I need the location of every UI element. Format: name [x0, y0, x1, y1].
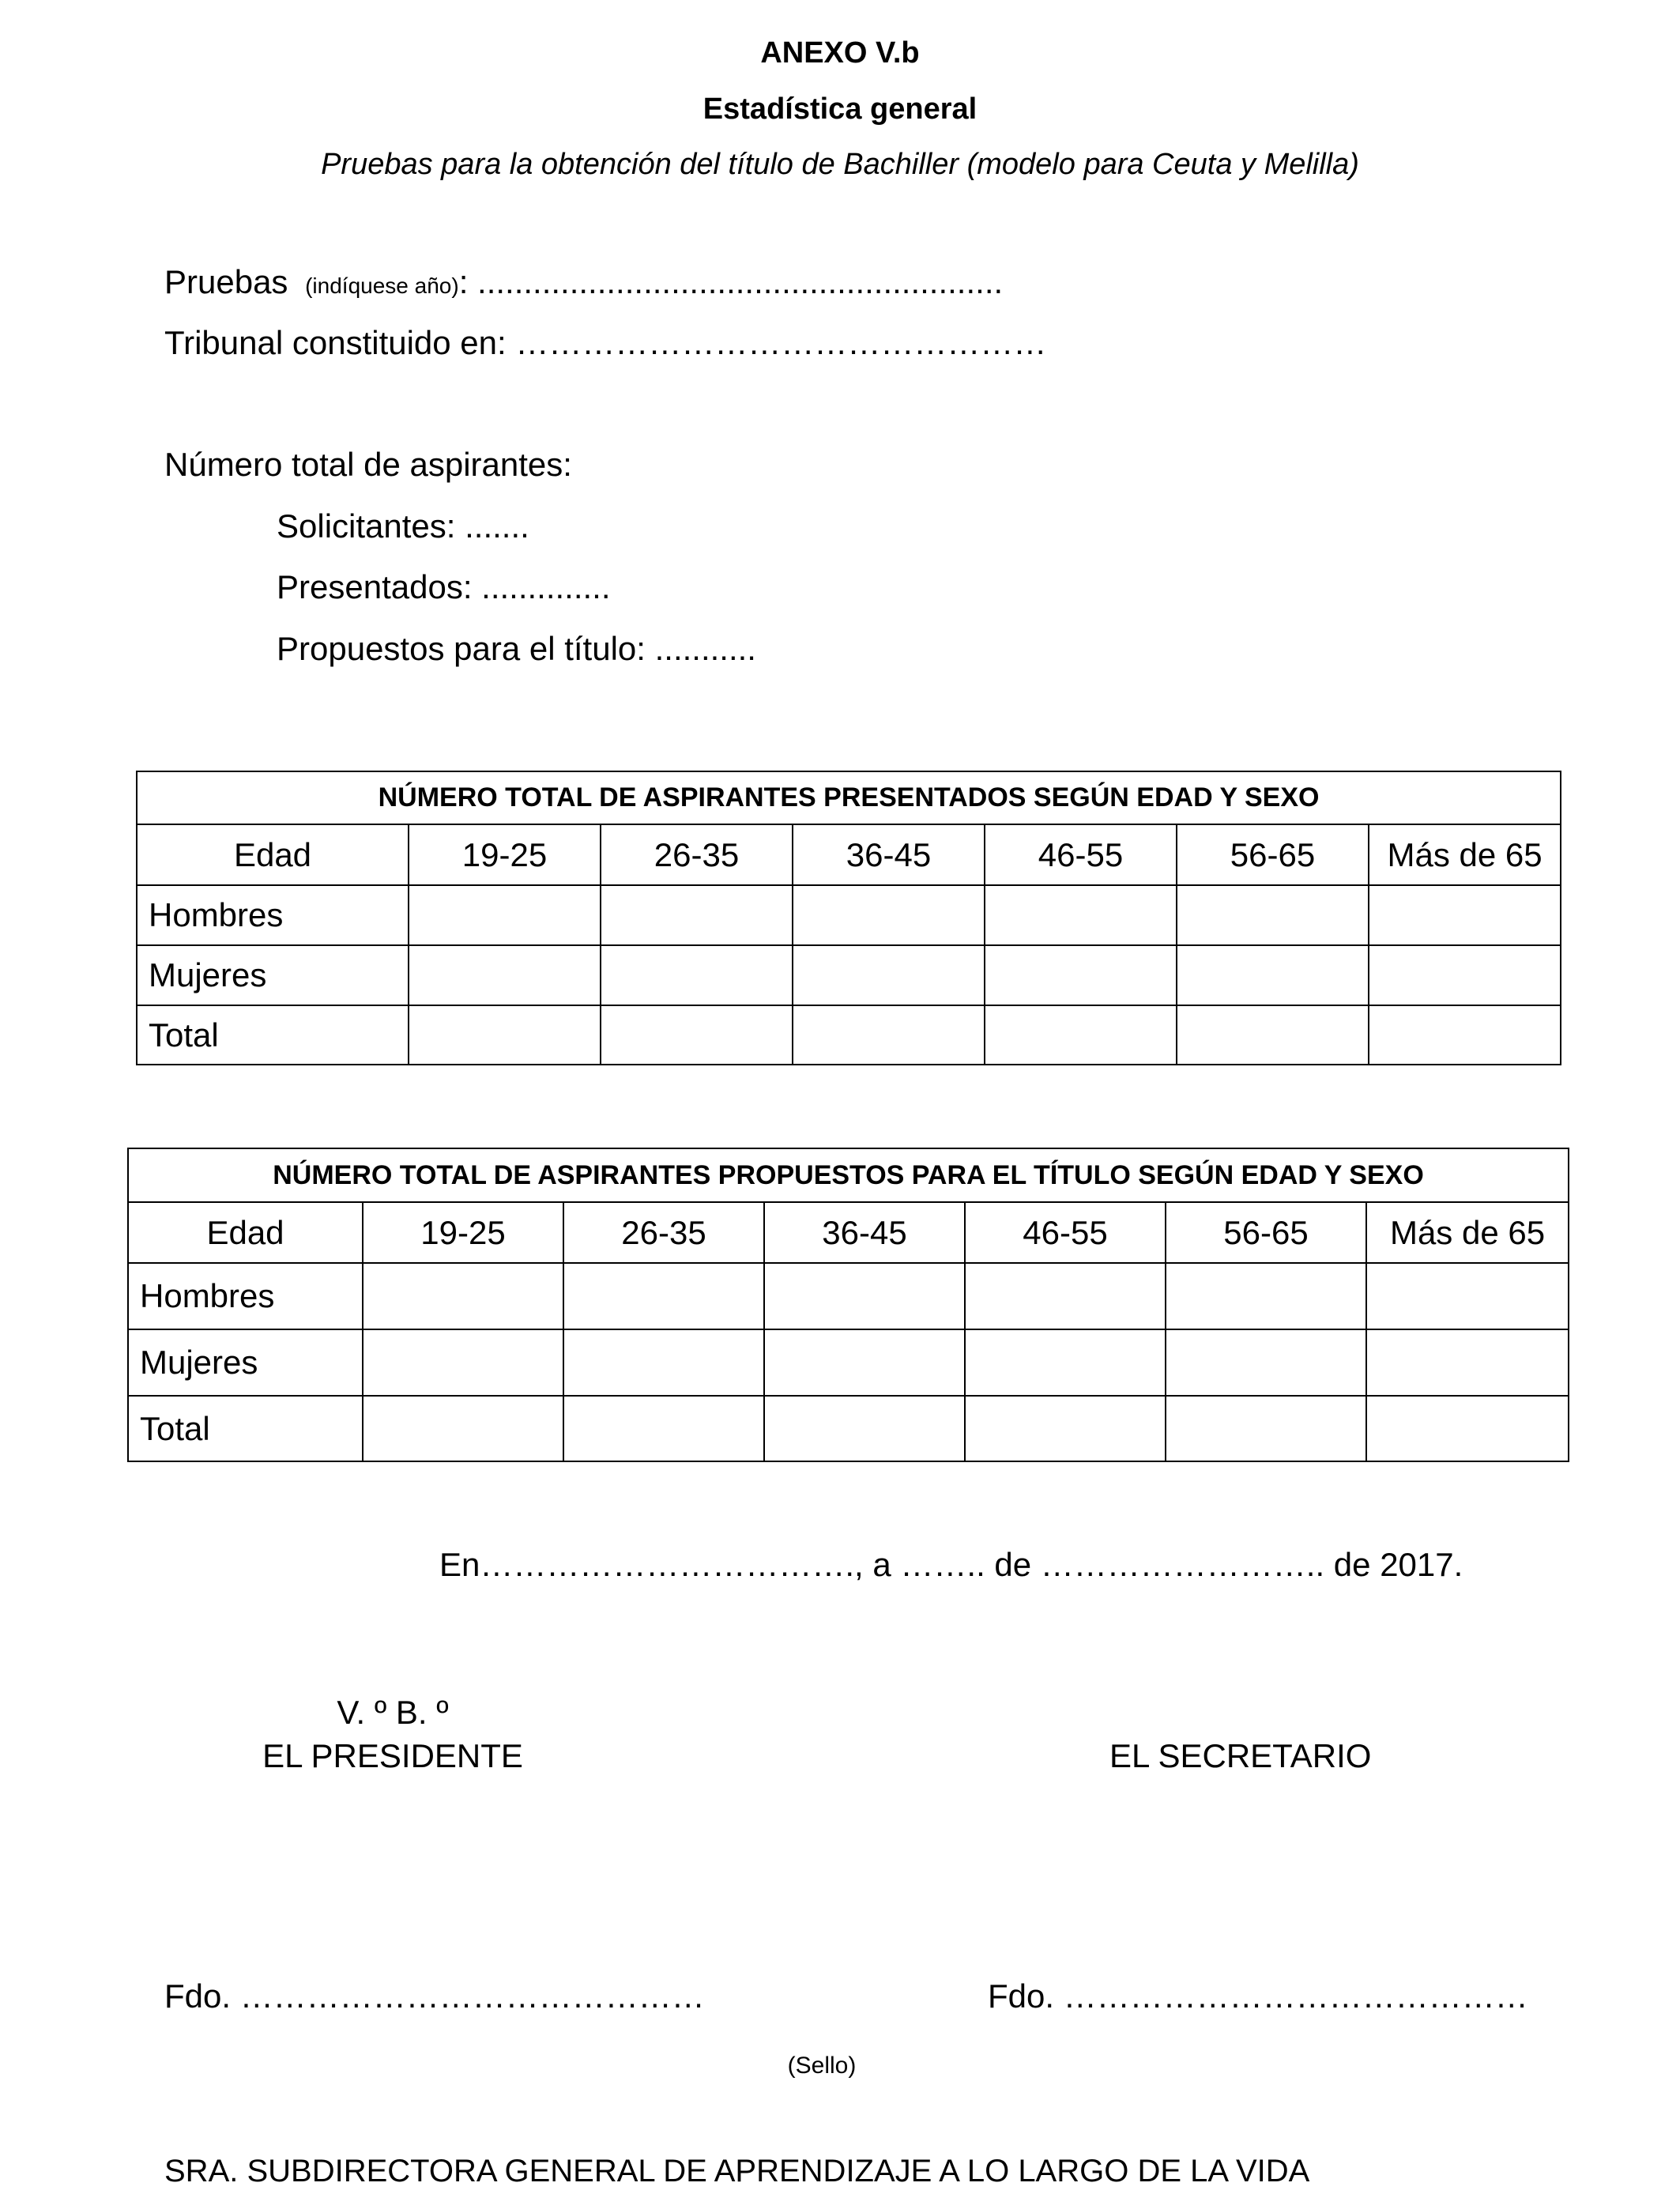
presented-table [136, 771, 1561, 1065]
vobo-label: V. º B. º [337, 1694, 449, 1731]
data-cell[interactable] [1366, 1263, 1569, 1329]
propuestos-field: Propuestos para el título: ........... [277, 630, 756, 667]
data-cell[interactable] [1366, 1396, 1569, 1461]
tribunal-field: Tribunal constituido en: ………………………………………… [164, 324, 1047, 361]
data-cell[interactable] [793, 885, 985, 945]
table-row [128, 1329, 1569, 1396]
data-cell[interactable] [1166, 1329, 1366, 1396]
data-cell[interactable] [563, 1329, 764, 1396]
data-cell[interactable] [793, 1005, 985, 1065]
proposed-table [127, 1148, 1569, 1462]
header-cell: 19-25 [363, 1202, 563, 1263]
data-cell[interactable] [563, 1263, 764, 1329]
pruebas-field [164, 263, 1003, 301]
header-cell: 56-65 [1166, 1202, 1366, 1263]
data-cell[interactable] [409, 1005, 601, 1065]
data-cell[interactable] [1366, 1329, 1569, 1396]
data-cell[interactable] [1177, 885, 1369, 945]
table-caption: NÚMERO TOTAL DE ASPIRANTES PRESENTADOS SEGÚN EDAD Y SEXO [137, 771, 1561, 824]
header-cell: 26-35 [563, 1202, 764, 1263]
table-row [137, 1005, 1561, 1065]
data-cell[interactable] [1369, 1005, 1561, 1065]
signature-right: Fdo. …………………………………… [988, 1977, 1528, 2015]
table-caption: NÚMERO TOTAL DE ASPIRANTES PROPUESTOS PARA EL TÍTULO SEGÚN EDAD Y SEXO [128, 1148, 1569, 1202]
data-cell[interactable] [1177, 945, 1369, 1005]
data-cell[interactable] [601, 885, 793, 945]
data-cell[interactable] [601, 1005, 793, 1065]
data-cell[interactable] [985, 885, 1177, 945]
pruebas-fill: : ......................................................... [458, 263, 1004, 300]
data-cell[interactable] [409, 885, 601, 945]
header-cell: 56-65 [1177, 824, 1369, 885]
annex-title: ANEXO V.b [760, 36, 920, 70]
data-cell[interactable] [1369, 885, 1561, 945]
data-cell[interactable] [563, 1396, 764, 1461]
data-cell[interactable] [1166, 1396, 1366, 1461]
table-row [128, 1263, 1569, 1329]
data-cell[interactable] [363, 1263, 563, 1329]
header-cell: 26-35 [601, 824, 793, 885]
data-cell[interactable] [363, 1329, 563, 1396]
data-cell[interactable] [1369, 945, 1561, 1005]
solicitantes-field: Solicitantes: ....... [277, 507, 529, 545]
presentados-field: Presentados: .............. [277, 568, 611, 605]
row-label: Mujeres [128, 1329, 363, 1396]
data-cell[interactable] [985, 945, 1177, 1005]
header-cell: 19-25 [409, 824, 601, 885]
data-cell[interactable] [363, 1396, 563, 1461]
data-cell[interactable] [1166, 1263, 1366, 1329]
data-cell[interactable] [764, 1263, 965, 1329]
table-row [128, 1396, 1569, 1461]
header-cell: Más de 65 [1369, 824, 1561, 885]
signature-left: Fdo. …………………………………… [164, 1977, 705, 2015]
seal-label: (Sello) [787, 2053, 857, 2079]
table-row [137, 945, 1561, 1005]
pruebas-hint: (indíquese año) [305, 273, 459, 298]
data-cell[interactable] [965, 1263, 1166, 1329]
data-cell[interactable] [965, 1329, 1166, 1396]
data-cell[interactable] [764, 1329, 965, 1396]
president-label: EL PRESIDENTE [262, 1737, 523, 1774]
addressee: SRA. SUBDIRECTORA GENERAL DE APRENDIZAJE A LO LARGO DE LA VIDA [164, 2154, 1310, 2188]
row-label: Hombres [128, 1263, 363, 1329]
date-line: En……………………………., a …….. de …………………….. de 2017. [439, 1546, 1463, 1583]
header-cell: Más de 65 [1366, 1202, 1569, 1263]
row-label: Mujeres [137, 945, 409, 1005]
data-cell[interactable] [965, 1396, 1166, 1461]
header-cell: 46-55 [985, 824, 1177, 885]
header-cell: 36-45 [764, 1202, 965, 1263]
data-cell[interactable] [793, 945, 985, 1005]
total-aspirants-label: Número total de aspirantes: [164, 446, 572, 483]
header-cell: 46-55 [965, 1202, 1166, 1263]
header-cell: Edad [128, 1202, 363, 1263]
header-cell: 36-45 [793, 824, 985, 885]
document-title: Estadística general [703, 92, 977, 126]
data-cell[interactable] [764, 1396, 965, 1461]
data-cell[interactable] [601, 945, 793, 1005]
document-subtitle: Pruebas para la obtención del título de Bachiller (modelo para Ceuta y Melilla) [321, 148, 1359, 181]
data-cell[interactable] [409, 945, 601, 1005]
row-label: Total [137, 1005, 409, 1065]
data-cell[interactable] [985, 1005, 1177, 1065]
data-cell[interactable] [1177, 1005, 1369, 1065]
header-cell: Edad [137, 824, 409, 885]
row-label: Hombres [137, 885, 409, 945]
pruebas-label: Pruebas [164, 263, 288, 300]
secretary-label: EL SECRETARIO [1109, 1737, 1372, 1774]
table-row [137, 885, 1561, 945]
row-label: Total [128, 1396, 363, 1461]
